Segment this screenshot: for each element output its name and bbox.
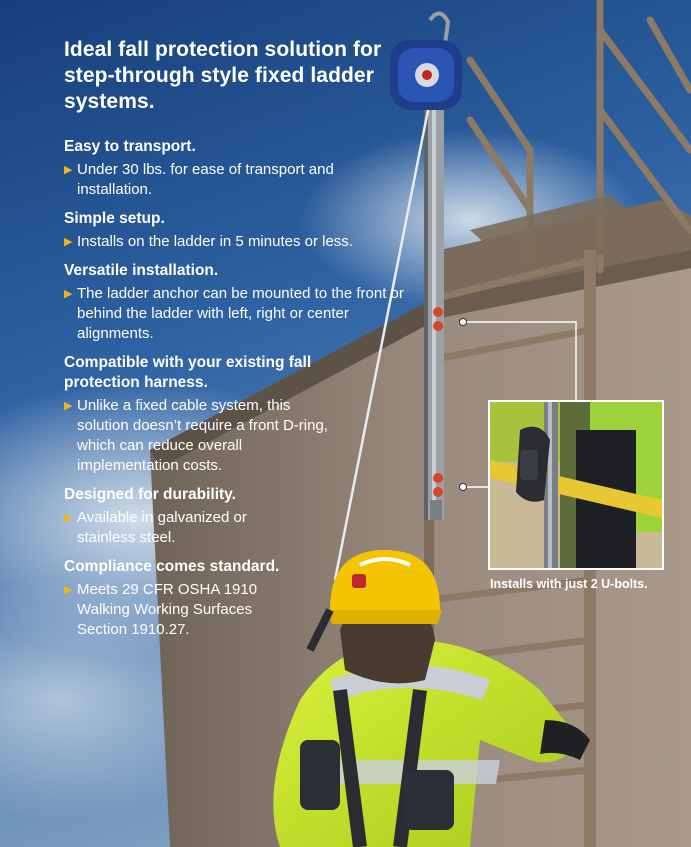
feature-text: Unlike a fixed cable system, this solution doesn’t require a front D-ring, which can reduce overall implementation costs. [77,397,328,474]
feature-text: The ladder anchor can be mounted to the front or behind the ladder with left, right or center alignments. [77,285,404,342]
feature-title: Simple setup. [64,210,165,227]
triangle-bullet-icon: ▶ [64,288,73,300]
triangle-bullet-icon: ▶ [64,400,73,412]
inset-caption: Installs with just 2 U-bolts. [490,577,648,591]
feature-text: Under 30 lbs. for ease of transport and installation. [77,161,334,198]
feature-title: Easy to transport. [64,138,196,155]
feature-title: Designed for durability. [64,486,236,503]
feature-description [64,284,404,344]
feature-description [64,580,299,640]
feature-description [64,160,404,200]
feature-copy [64,37,404,649]
feature-title: Versatile installation. [64,262,219,279]
feature-text: Installs on the ladder in 5 minutes or less. [77,233,353,250]
inset-photo [488,400,664,570]
feature-setup [64,209,404,252]
feature-durability [64,485,404,548]
headline: Ideal fall protection solution for step-through style fixed ladder systems. [64,38,382,113]
triangle-bullet-icon: ▶ [64,164,73,176]
feature-transport [64,137,404,200]
feature-title: Compatible with your existing fall protection harness. [64,354,312,391]
feature-title: Compliance comes standard. [64,558,280,575]
feature-installation [64,261,404,344]
feature-harness [64,353,404,476]
feature-text: Available in galvanized or stainless steel. [77,509,247,546]
triangle-bullet-icon: ▶ [64,236,73,248]
triangle-bullet-icon: ▶ [64,512,73,524]
feature-compliance [64,557,404,640]
feature-description [64,396,339,476]
feature-description [64,508,295,548]
feature-text: Meets 29 CFR OSHA 1910 Walking Working Surfaces Section 1910.27. [77,581,258,638]
triangle-bullet-icon: ▶ [64,584,73,596]
feature-description [64,232,404,252]
